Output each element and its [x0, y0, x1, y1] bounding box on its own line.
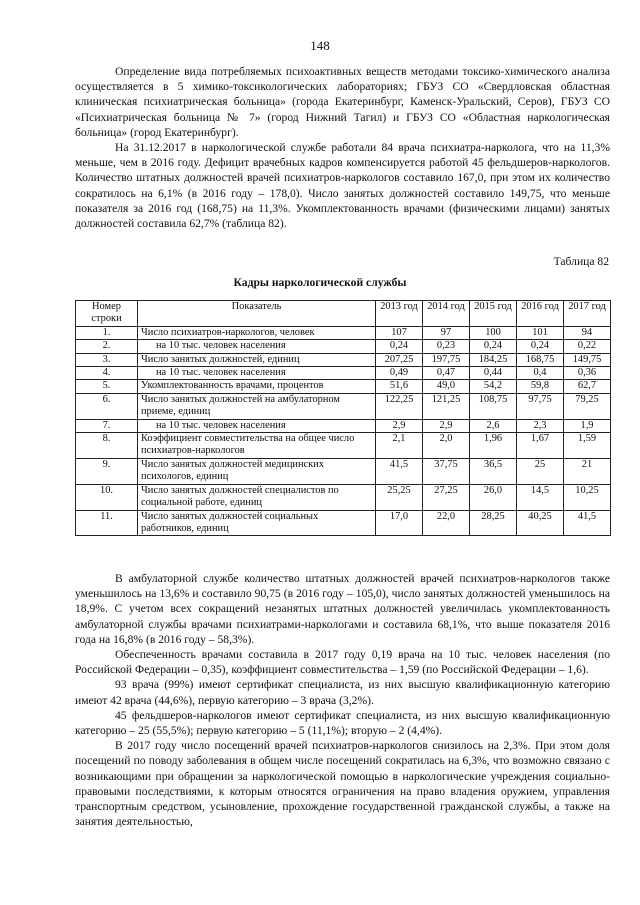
table-row	[76, 484, 611, 510]
row-value: 97	[423, 326, 470, 339]
row-value: 149,75	[564, 353, 611, 366]
row-indicator: Число занятых должностей социальных работников, единиц	[138, 510, 376, 536]
table-row	[76, 433, 611, 459]
row-value: 0,36	[564, 367, 611, 380]
header-year: 2016 год	[517, 301, 564, 327]
row-number: 11.	[76, 510, 138, 536]
table-header-row	[76, 301, 611, 327]
row-value: 25,25	[376, 484, 423, 510]
row-value: 0,4	[517, 367, 564, 380]
row-value: 10,25	[564, 484, 611, 510]
row-value: 122,25	[376, 393, 423, 419]
row-indicator: на 10 тыс. человек населения	[138, 367, 376, 380]
row-value: 107	[376, 326, 423, 339]
row-number: 9.	[76, 458, 138, 484]
row-value: 2,6	[470, 419, 517, 432]
analysis-text	[75, 571, 610, 829]
row-value: 94	[564, 326, 611, 339]
table-row	[76, 367, 611, 380]
row-value: 59,8	[517, 380, 564, 393]
row-value: 101	[517, 326, 564, 339]
row-value: 41,5	[376, 458, 423, 484]
header-year: 2015 год	[470, 301, 517, 327]
table-row	[76, 353, 611, 366]
row-indicator: Число занятых должностей специалистов по социальной работе, единиц	[138, 484, 376, 510]
row-number: 7.	[76, 419, 138, 432]
row-value: 54,2	[470, 380, 517, 393]
paragraph: В 2017 году число посещений врачей психиатров-наркологов снизилось на 2,3%. При этом доля посещений по поводу заболевания в общем числе посещений сократилась на 6,3%, что возможно связано с возникающими при обращении за наркологической помощью в наркологические учреждения социально-правовыми последствиями, к которым относятся ограничения на право владения оружием, управления транспортным средством, усыновление, прохождение государственной гражданской службы, а также на занятия деятельностью,	[75, 739, 610, 829]
row-value: 2,9	[423, 419, 470, 432]
row-value: 0,49	[376, 367, 423, 380]
table-title: Кадры наркологической службы	[233, 276, 407, 289]
row-indicator: Число занятых должностей на амбулаторном приеме, единиц	[138, 393, 376, 419]
table-row	[76, 419, 611, 432]
row-value: 2,9	[376, 419, 423, 432]
header-year: 2014 год	[423, 301, 470, 327]
row-value: 1,96	[470, 433, 517, 459]
table-row	[76, 510, 611, 536]
row-value: 121,25	[423, 393, 470, 419]
row-value: 62,7	[564, 380, 611, 393]
row-value: 97,75	[517, 393, 564, 419]
intro-text	[75, 64, 610, 231]
row-value: 1,9	[564, 419, 611, 432]
row-indicator: Число занятых должностей медицинских психологов, единиц	[138, 458, 376, 484]
paragraph: 93 врача (99%) имеют сертификат специалиста, из них высшую квалификационную категорию имеют 42 врача (44,6%), первую категорию – 3 врача (3,2%).	[75, 678, 610, 707]
row-value: 25	[517, 458, 564, 484]
header-year: 2017 год	[564, 301, 611, 327]
table-row	[76, 340, 611, 353]
row-value: 26,0	[470, 484, 517, 510]
row-value: 37,75	[423, 458, 470, 484]
paragraph: Обеспеченность врачами составила в 2017 году 0,19 врача на 10 тыс. человек населения (по Российской Федерации – 0,35), коэффициент совместительства – 1,59 (по Российской Федерации – 1,6).	[75, 648, 610, 677]
row-number: 6.	[76, 393, 138, 419]
row-value: 0,24	[470, 340, 517, 353]
paragraph: На 31.12.2017 в наркологической службе работали 84 врача психиатра-нарколога, что на 11,3% меньше, чем в 2016 году. Дефицит врачебных кадров компенсируется работой 45 фельдшеров-наркологов. Количество штатных должностей врачей психиатров-наркологов составило 167,0, при этом их количество сократилось на 6,1% (в 2016 году – 178,0). Число занятых должностей составило 149,75, что меньше показателя за 2016 год (168,75) на 11,3%. Укомплектованность врачами (физическими лицами) занятых должностей составила 62,7% (таблица 82).	[75, 141, 610, 231]
row-value: 2,0	[423, 433, 470, 459]
row-value: 168,75	[517, 353, 564, 366]
row-value: 0,23	[423, 340, 470, 353]
table-row	[76, 393, 611, 419]
row-indicator: Число занятых должностей, единиц	[138, 353, 376, 366]
row-value: 17,0	[376, 510, 423, 536]
row-value: 207,25	[376, 353, 423, 366]
row-number: 5.	[76, 380, 138, 393]
row-value: 28,25	[470, 510, 517, 536]
row-value: 100	[470, 326, 517, 339]
row-value: 51,6	[376, 380, 423, 393]
staff-table	[75, 300, 611, 536]
row-value: 0,22	[564, 340, 611, 353]
row-value: 108,75	[470, 393, 517, 419]
row-value: 184,25	[470, 353, 517, 366]
row-value: 2,3	[517, 419, 564, 432]
row-value: 1,59	[564, 433, 611, 459]
table-row	[76, 380, 611, 393]
row-value: 40,25	[517, 510, 564, 536]
row-value: 0,24	[517, 340, 564, 353]
row-value: 41,5	[564, 510, 611, 536]
row-number: 8.	[76, 433, 138, 459]
row-value: 79,25	[564, 393, 611, 419]
page-number: 148	[310, 38, 330, 53]
row-value: 0,24	[376, 340, 423, 353]
row-value: 197,75	[423, 353, 470, 366]
row-value: 49,0	[423, 380, 470, 393]
row-value: 0,47	[423, 367, 470, 380]
row-value: 0,44	[470, 367, 517, 380]
row-indicator: Число психиатров-наркологов, человек	[138, 326, 376, 339]
row-value: 22,0	[423, 510, 470, 536]
table-row	[76, 458, 611, 484]
row-number: 10.	[76, 484, 138, 510]
row-number: 2.	[76, 340, 138, 353]
table-caption: Таблица 82	[553, 255, 609, 268]
row-indicator: на 10 тыс. человек населения	[138, 419, 376, 432]
row-number: 1.	[76, 326, 138, 339]
row-value: 27,25	[423, 484, 470, 510]
header-year: 2013 год	[376, 301, 423, 327]
paragraph: 45 фельдшеров-наркологов имеют сертификат специалиста, из них высшую квалификационную категорию – 25 (55,5%); первую категорию – 5 (11,1%); вторую – 2 (4,4%).	[75, 708, 610, 738]
header-num: Номер строки	[76, 301, 138, 327]
header-indicator: Показатель	[138, 301, 376, 327]
row-value: 2,1	[376, 433, 423, 459]
row-indicator: на 10 тыс. человек населения	[138, 340, 376, 353]
row-number: 4.	[76, 367, 138, 380]
paragraph: В амбулаторной службе количество штатных должностей врачей психиатров-наркологов также уменьшилось на 13,6% и составило 90,75 (в 2016 году – 105,0), число занятых должностей уменьшилось на 18,9%. С учетом всех сокращений незанятых штатных должностей увеличилась укомплектованность амбулаторной службы врачами психиатрами-наркологами и составила 68,1%, что выше показателя 2016 года на 16,8% (в 2016 году – 58,3%).	[75, 572, 610, 646]
row-value: 21	[564, 458, 611, 484]
row-indicator: Коэффициент совместительства на общее число психиатров-наркологов	[138, 433, 376, 459]
paragraph: Определение вида потребляемых психоактивных веществ методами токсико-химического анализа осуществляется в 5 химико-токсикологических лабораториях; ГБУЗ СО «Свердловская областная клиническая психиатрическая больница» (города Екатеринбург, Каменск-Уральский, Серов), ГБУЗ СО «Психиатрическая больница № 7» (город Нижний Тагил) и ГБУЗ СО «Областная наркологическая больница» (город Екатеринбург).	[75, 65, 610, 139]
row-indicator: Укомплектованность врачами, процентов	[138, 380, 376, 393]
row-value: 36,5	[470, 458, 517, 484]
table-row	[76, 326, 611, 339]
row-value: 14,5	[517, 484, 564, 510]
row-value: 1,67	[517, 433, 564, 459]
row-number: 3.	[76, 353, 138, 366]
